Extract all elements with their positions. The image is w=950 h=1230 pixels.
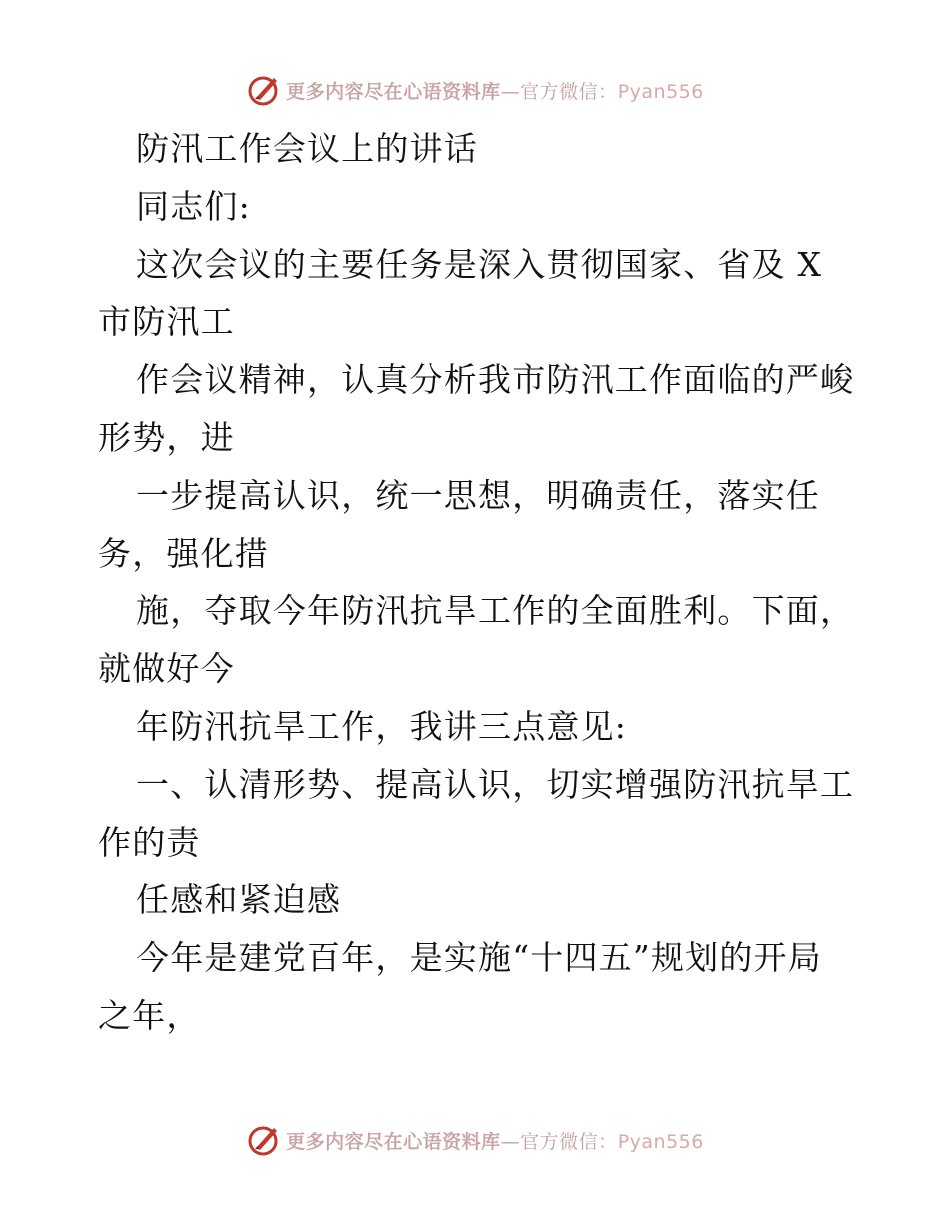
text-line: 一、认清形势、提高认识，切实增强防汛抗旱工 <box>136 764 855 804</box>
footer-banner-wechat-id: Pyan556 <box>617 1130 704 1153</box>
quill-logo-icon <box>246 72 282 108</box>
footer-banner-text <box>286 1127 704 1154</box>
header-banner-prefix: 更多内容尽在心语资料库 <box>286 80 501 103</box>
text-line: 施，夺取今年防汛抗旱工作的全面胜利。下面， <box>136 591 855 631</box>
text-line: 就做好今 <box>98 649 235 689</box>
text-line: 同志们: <box>136 186 251 226</box>
footer-banner-label: 官方微信： <box>520 1130 618 1153</box>
text-line: 作的责 <box>98 822 201 862</box>
text-line: 防汛工作会议上的讲话 <box>136 129 478 168</box>
text-line: 市防汛工 <box>98 302 235 342</box>
text-line: 任感和紧迫感 <box>136 880 342 920</box>
header-banner-wechat-id: Pyan556 <box>617 80 704 103</box>
footer-banner-prefix: 更多内容尽在心语资料库 <box>286 1130 501 1153</box>
document-body <box>98 120 858 1045</box>
header-banner-dash: — <box>500 80 521 103</box>
text-line: 之年， <box>98 995 201 1035</box>
text-line: 务，强化措 <box>98 533 269 573</box>
text-line: 一步提高认识，统一思想，明确责任，落实任 <box>136 475 820 515</box>
text-line: 形势，进 <box>98 417 235 457</box>
footer-banner-dash: — <box>500 1130 521 1153</box>
text-line: 这次会议的主要任务是深入贯彻国家、省及 X <box>136 244 823 284</box>
text-line: 今年是建党百年，是实施“十四五”规划的开局 <box>136 938 822 978</box>
header-banner-text <box>286 77 704 104</box>
footer-watermark-banner <box>0 1120 950 1160</box>
header-watermark-banner <box>0 70 950 110</box>
text-line: 年防汛抗旱工作，我讲三点意见: <box>136 706 628 746</box>
header-banner-label: 官方微信： <box>520 80 618 103</box>
text-line: 作会议精神，认真分析我市防汛工作面临的严峻 <box>136 360 855 400</box>
quill-logo-icon <box>246 1122 282 1158</box>
